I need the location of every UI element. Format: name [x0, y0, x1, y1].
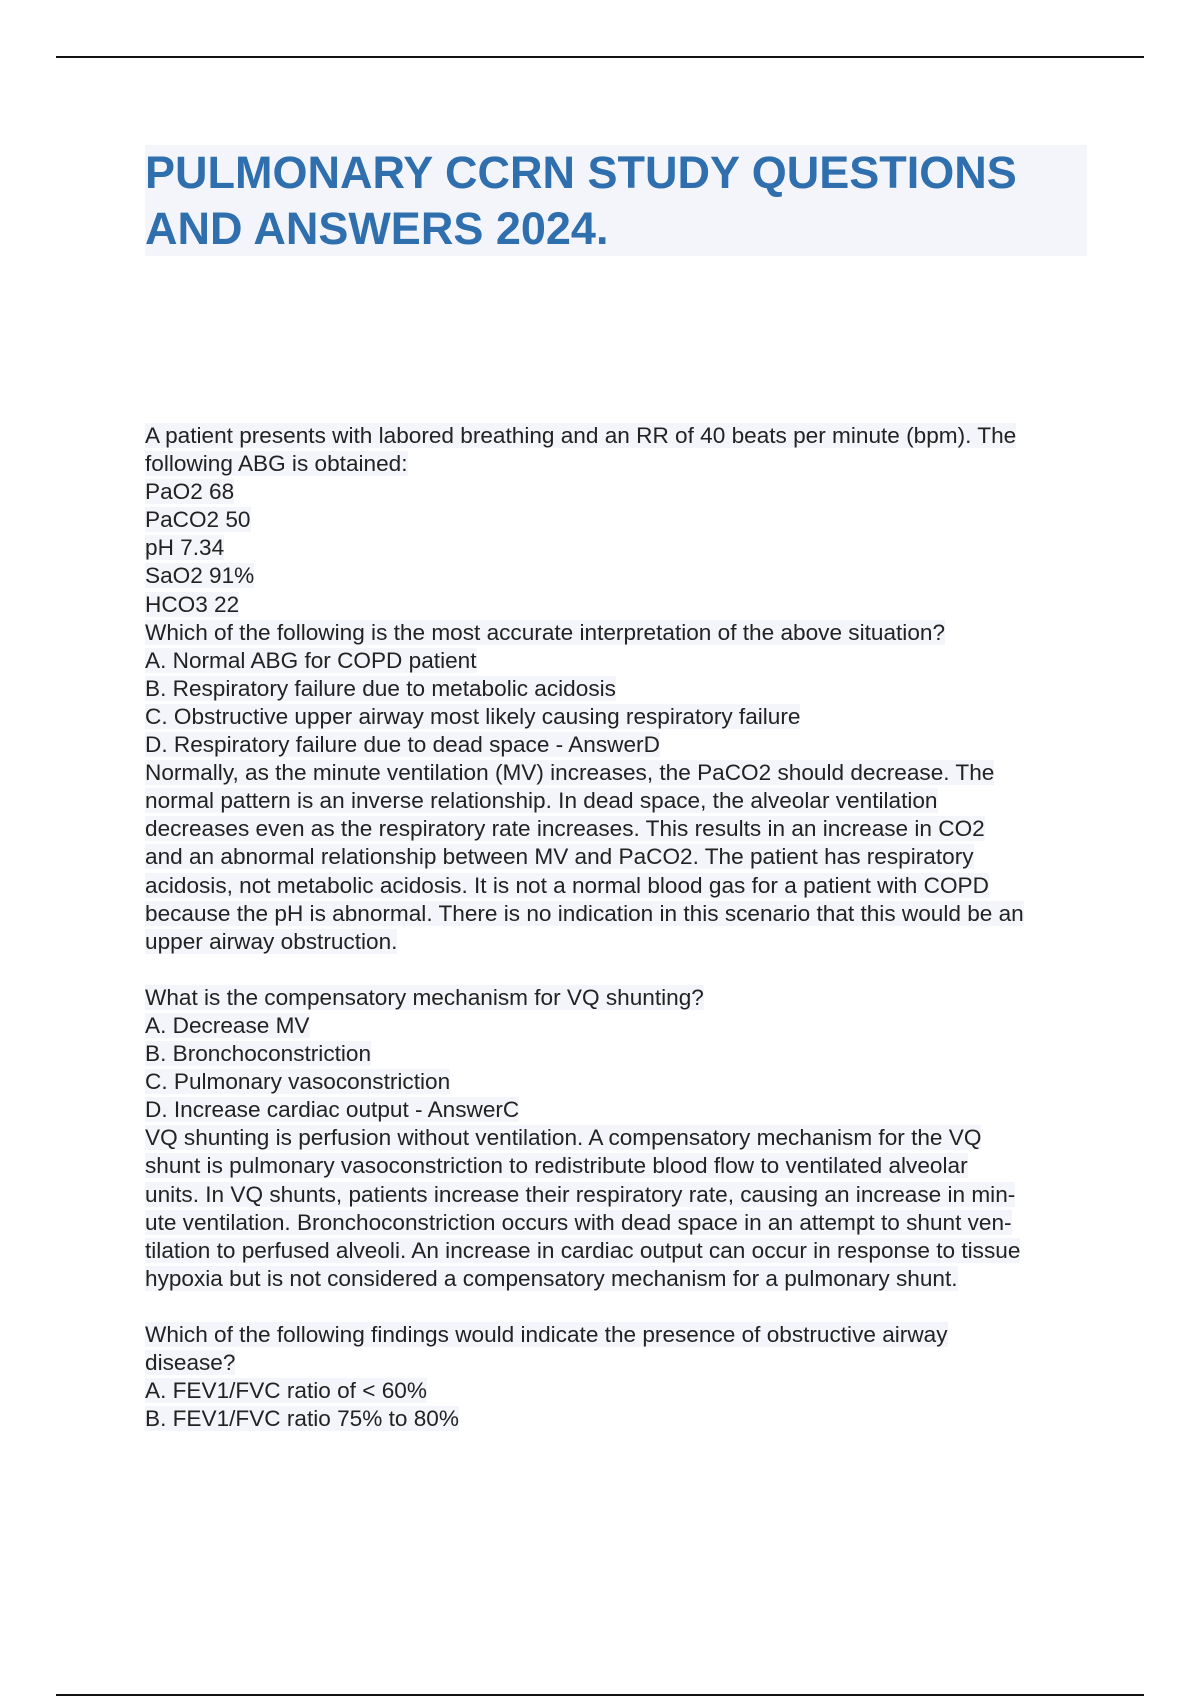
- q2-option-answer: D. Increase cardiac output - AnswerC: [145, 1097, 520, 1123]
- paragraph-gap: [145, 956, 1090, 984]
- q1-abg-value: pH 7.34: [145, 535, 225, 561]
- q1-explanation-line: and an abnormal relationship between MV and PaCO2. The patient has respiratory: [145, 844, 974, 870]
- q2-option: B. Bronchoconstriction: [145, 1041, 372, 1067]
- q1-stem-line: following ABG is obtained:: [145, 451, 408, 477]
- header-rule: [56, 56, 1144, 58]
- q1-abg-value: HCO3 22: [145, 591, 240, 617]
- footer-rule: [56, 1694, 1144, 1696]
- q2-explanation-line: hypoxia but is not considered a compensatory mechanism for a pulmonary shunt.: [145, 1265, 958, 1291]
- q3-option: A. FEV1/FVC ratio of < 60%: [145, 1378, 427, 1404]
- q1-abg-value: PaO2 68: [145, 479, 235, 505]
- q1-abg-value: PaCO2 50: [145, 507, 251, 533]
- q1-explanation-line: decreases even as the respiratory rate increases. This results in an increase in CO2: [145, 816, 985, 842]
- q1-explanation-line: normal pattern is an inverse relationship. In dead space, the alveolar ventilation: [145, 788, 938, 814]
- title-line: AND ANSWERS 2024.: [145, 203, 609, 254]
- q1-question: Which of the following is the most accurate interpretation of the above situation?: [145, 619, 946, 645]
- document-body: [145, 422, 1090, 1433]
- q2-explanation-line: VQ shunting is perfusion without ventilation. A compensatory mechanism for the VQ: [145, 1125, 982, 1151]
- q3-question-line: Which of the following findings would indicate the presence of obstructive airway: [145, 1322, 948, 1347]
- q1-option: A. Normal ABG for COPD patient: [145, 647, 477, 673]
- q1-explanation-line: acidosis, not metabolic acidosis. It is not a normal blood gas for a patient with COPD: [145, 872, 989, 898]
- q1-option: B. Respiratory failure due to metabolic acidosis: [145, 675, 616, 701]
- document-title: [145, 145, 1087, 256]
- q2-option: A. Decrease MV: [145, 1012, 310, 1038]
- q2-explanation-line: ute ventilation. Bronchoconstriction occurs with dead space in an attempt to shunt ven-: [145, 1209, 1012, 1235]
- q3-question-line: disease?: [145, 1350, 236, 1376]
- q2-explanation-line: units. In VQ shunts, patients increase their respiratory rate, causing an increase in min-: [145, 1181, 1016, 1207]
- q1-explanation-line: because the pH is abnormal. There is no indication in this scenario that this would be an: [145, 900, 1024, 926]
- paragraph-gap: [145, 1293, 1090, 1321]
- q1-abg-value: SaO2 91%: [145, 563, 255, 589]
- q1-option: C. Obstructive upper airway most likely causing respiratory failure: [145, 703, 801, 729]
- question-3: [145, 1321, 1090, 1433]
- q1-explanation-line: Normally, as the minute ventilation (MV) increases, the PaCO2 should decrease. The: [145, 760, 995, 786]
- q3-option: B. FEV1/FVC ratio 75% to 80%: [145, 1406, 459, 1432]
- q2-explanation-line: tilation to perfused alveoli. An increase in cardiac output can occur in response to tissue: [145, 1237, 1021, 1263]
- q2-option: C. Pulmonary vasoconstriction: [145, 1069, 451, 1095]
- q1-option-answer: D. Respiratory failure due to dead space - AnswerD: [145, 732, 660, 758]
- q1-stem-line: A patient presents with labored breathing and an RR of 40 beats per minute (bpm). The: [145, 423, 1017, 448]
- q2-explanation-line: shunt is pulmonary vasoconstriction to redistribute blood flow to ventilated alveolar: [145, 1153, 968, 1179]
- q1-explanation-line: upper airway obstruction.: [145, 928, 398, 954]
- title-line: PULMONARY CCRN STUDY QUESTIONS: [145, 147, 1017, 198]
- q2-question: What is the compensatory mechanism for VQ shunting?: [145, 984, 704, 1010]
- question-1: [145, 422, 1090, 956]
- question-2: [145, 984, 1090, 1293]
